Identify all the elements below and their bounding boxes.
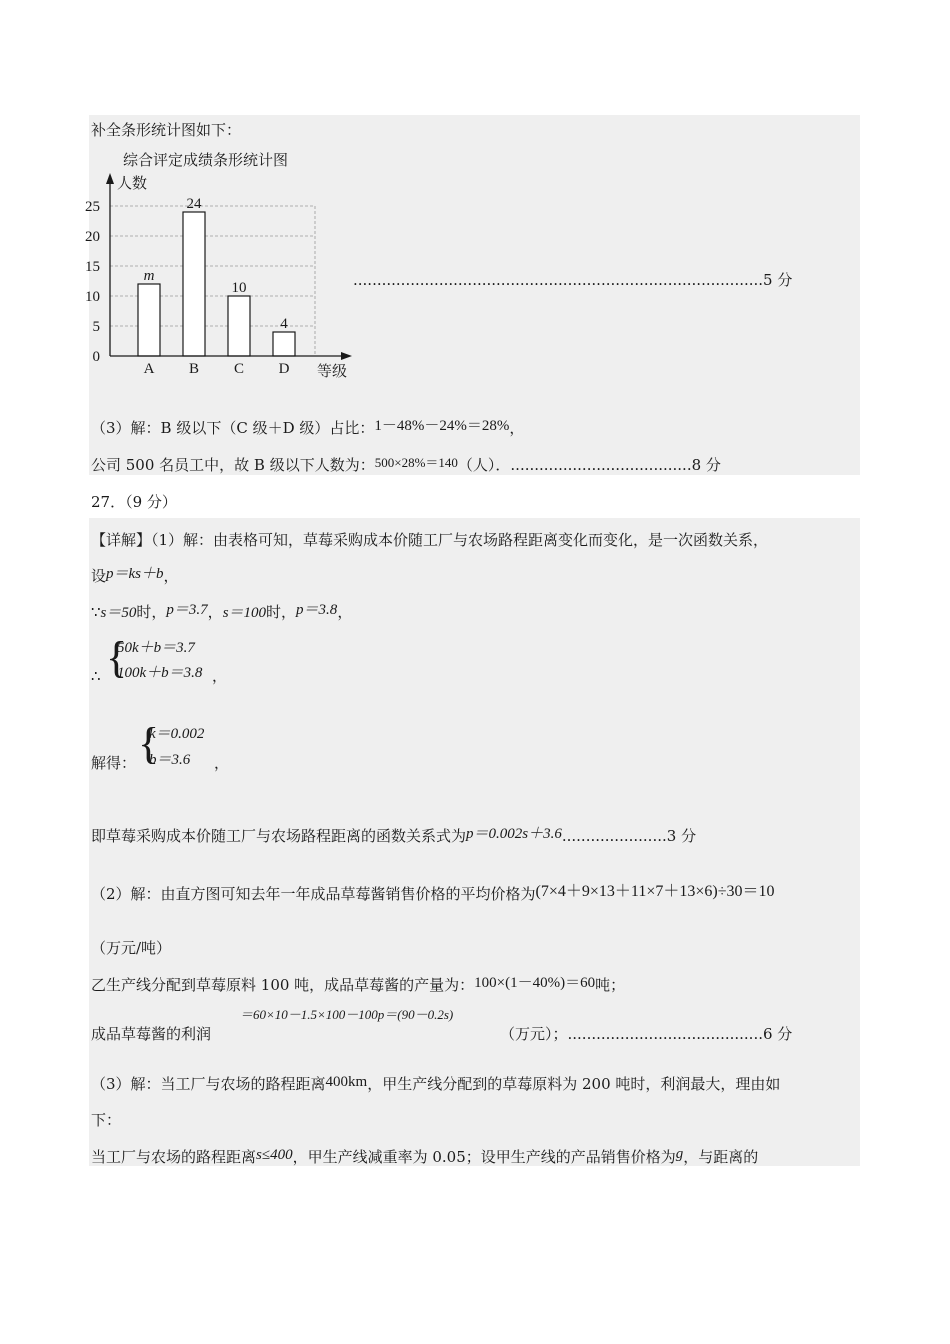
solve-label: 解得： <box>91 754 137 772</box>
function-expression: p＝0.002s＋3.6 <box>466 826 562 842</box>
y-axis-arrow <box>106 173 114 184</box>
score-note-5: ......................................................................................5 分 <box>353 271 793 289</box>
part3-q3-suffix: ，与距离的 <box>683 1148 759 1166</box>
part3-q3-prefix: 当工厂与农场的路程距离 <box>91 1148 257 1166</box>
system2-brace: { <box>138 719 160 768</box>
y-tick-10: 10 <box>85 289 100 305</box>
y-tick-15: 15 <box>85 259 100 275</box>
x-axis-arrow <box>341 352 352 360</box>
y-tick-20: 20 <box>85 229 100 245</box>
linear-model: p＝ks＋b <box>106 566 164 582</box>
data-label-A: m <box>143 268 155 284</box>
part3-line2-prefix: 公司 500 名员工中，故 B 级以下人数为： <box>91 456 375 474</box>
system1-eq1: 50k＋b＝3.7 <box>117 640 195 656</box>
because-symbol: ∵ <box>91 603 101 621</box>
part3-line1 <box>91 418 524 439</box>
part3-line1-math: 1－48%－24%＝28% <box>374 418 510 434</box>
part2-line2-suffix: 吨； <box>595 976 626 994</box>
part3-q-line3 <box>91 1147 758 1168</box>
intro-text: 补全条形统计图如下： <box>91 121 242 139</box>
average-price-expression: (7×4＋9×13＋11×7＋13×6)÷30＝10 <box>535 883 775 900</box>
given-p1: p＝3.7 <box>166 602 208 618</box>
profit-expression: ＝60×10－1.5×100－100p＝(90－0.2s) <box>240 1007 454 1022</box>
given-s1: s＝50 <box>100 605 137 621</box>
x-tick-B: B <box>188 361 200 377</box>
system2-end: ， <box>214 754 230 772</box>
q27-heading: 27．（9 分） <box>91 493 177 511</box>
output-expression: 100×(1－40%)＝60 <box>474 975 596 991</box>
function-score: ......................3 分 <box>561 827 697 845</box>
part2-line2-prefix: 乙生产线分配到草莓原料 100 吨，成品草莓酱的产量为： <box>91 976 475 994</box>
let-suffix: ， <box>163 567 179 585</box>
function-prefix: 即草莓采购成本价随工厂与农场路程距离的函数关系式为 <box>91 827 467 845</box>
system2-eq1: k＝0.002 <box>149 726 205 742</box>
q27-line2 <box>91 566 179 587</box>
part3-q-line1 <box>91 1074 780 1095</box>
data-label-D: 4 <box>280 316 288 332</box>
part3-q3-mid: ，甲生产线减重率为 0.05；设甲生产线的产品销售价格为 <box>292 1148 676 1166</box>
system2-eq2: b＝3.6 <box>149 752 191 768</box>
part3-q-suffix: ，甲生产线分配到的草莓原料为 200 吨时，利润最大，理由如 <box>367 1075 781 1093</box>
system1-eq2: 100k＋b＝3.8 <box>117 665 203 681</box>
therefore-symbol: ∴ <box>91 667 101 685</box>
q27-line3 <box>91 602 352 623</box>
y-tick-0: 0 <box>92 349 100 365</box>
part2-unit: （万元/吨） <box>91 939 172 957</box>
bar-C <box>228 296 250 356</box>
system1-brace: { <box>106 633 128 682</box>
part2-line1 <box>91 884 775 905</box>
part3-q-prefix: （3）解：当工厂与农场的路程距离 <box>91 1075 326 1093</box>
chart-title: 综合评定成绩条形统计图 <box>123 153 289 169</box>
q27-line1: 【详解】（1）解：由表格可知，草莓采购成本价随工厂与农场路程距离变化而变化，是一次函数关系， <box>91 531 769 549</box>
part2-prefix: （2）解：由直方图可知去年一年成品草莓酱销售价格的平均价格为 <box>91 885 536 903</box>
let-label: 设 <box>91 567 107 585</box>
x-tick-C: C <box>233 361 245 377</box>
x-tick-D: D <box>278 361 290 377</box>
given-p2: p＝3.8 <box>296 602 338 618</box>
part3-line2 <box>91 455 721 476</box>
bar-A <box>138 284 160 356</box>
y-tick-5: 5 <box>92 319 100 335</box>
price-variable-g: g <box>675 1146 684 1162</box>
bar-chart <box>85 145 375 385</box>
y-axis-label: 人数 <box>117 176 148 192</box>
part3-line1-suffix: ， <box>509 419 525 437</box>
when-2: 时， <box>266 603 297 621</box>
part3-line1-prefix: （3）解：B 级以下（C 级＋D 级）占比： <box>91 419 375 437</box>
system1-end: ， <box>212 667 228 685</box>
bar-B <box>183 212 205 356</box>
function-line <box>91 826 696 847</box>
x-tick-A: A <box>143 361 155 377</box>
data-label-B: 24 <box>186 196 202 212</box>
given-s2: s＝100 <box>222 605 267 621</box>
part3-line2-math: 500×28%＝140 <box>374 455 458 470</box>
when-1: 时， <box>136 603 167 621</box>
y-tick-25: 25 <box>85 199 100 215</box>
profit-suffix: （万元）；.........................................6 分 <box>500 1025 793 1043</box>
distance-condition: s≤400 <box>256 1147 293 1163</box>
profit-label: 成品草莓酱的利润 <box>91 1025 212 1043</box>
comma-1: ， <box>207 603 223 621</box>
comma-2: ， <box>337 603 353 621</box>
x-axis-label: 等级 <box>317 364 348 380</box>
part3-line2-suffix: （人）．......................................8 分 <box>457 456 721 474</box>
part3-q-line2: 下： <box>91 1111 122 1129</box>
bar-D <box>273 332 295 356</box>
data-label-C: 10 <box>231 280 247 296</box>
distance-400km: 400km <box>325 1074 368 1090</box>
part2-line2 <box>91 975 625 996</box>
